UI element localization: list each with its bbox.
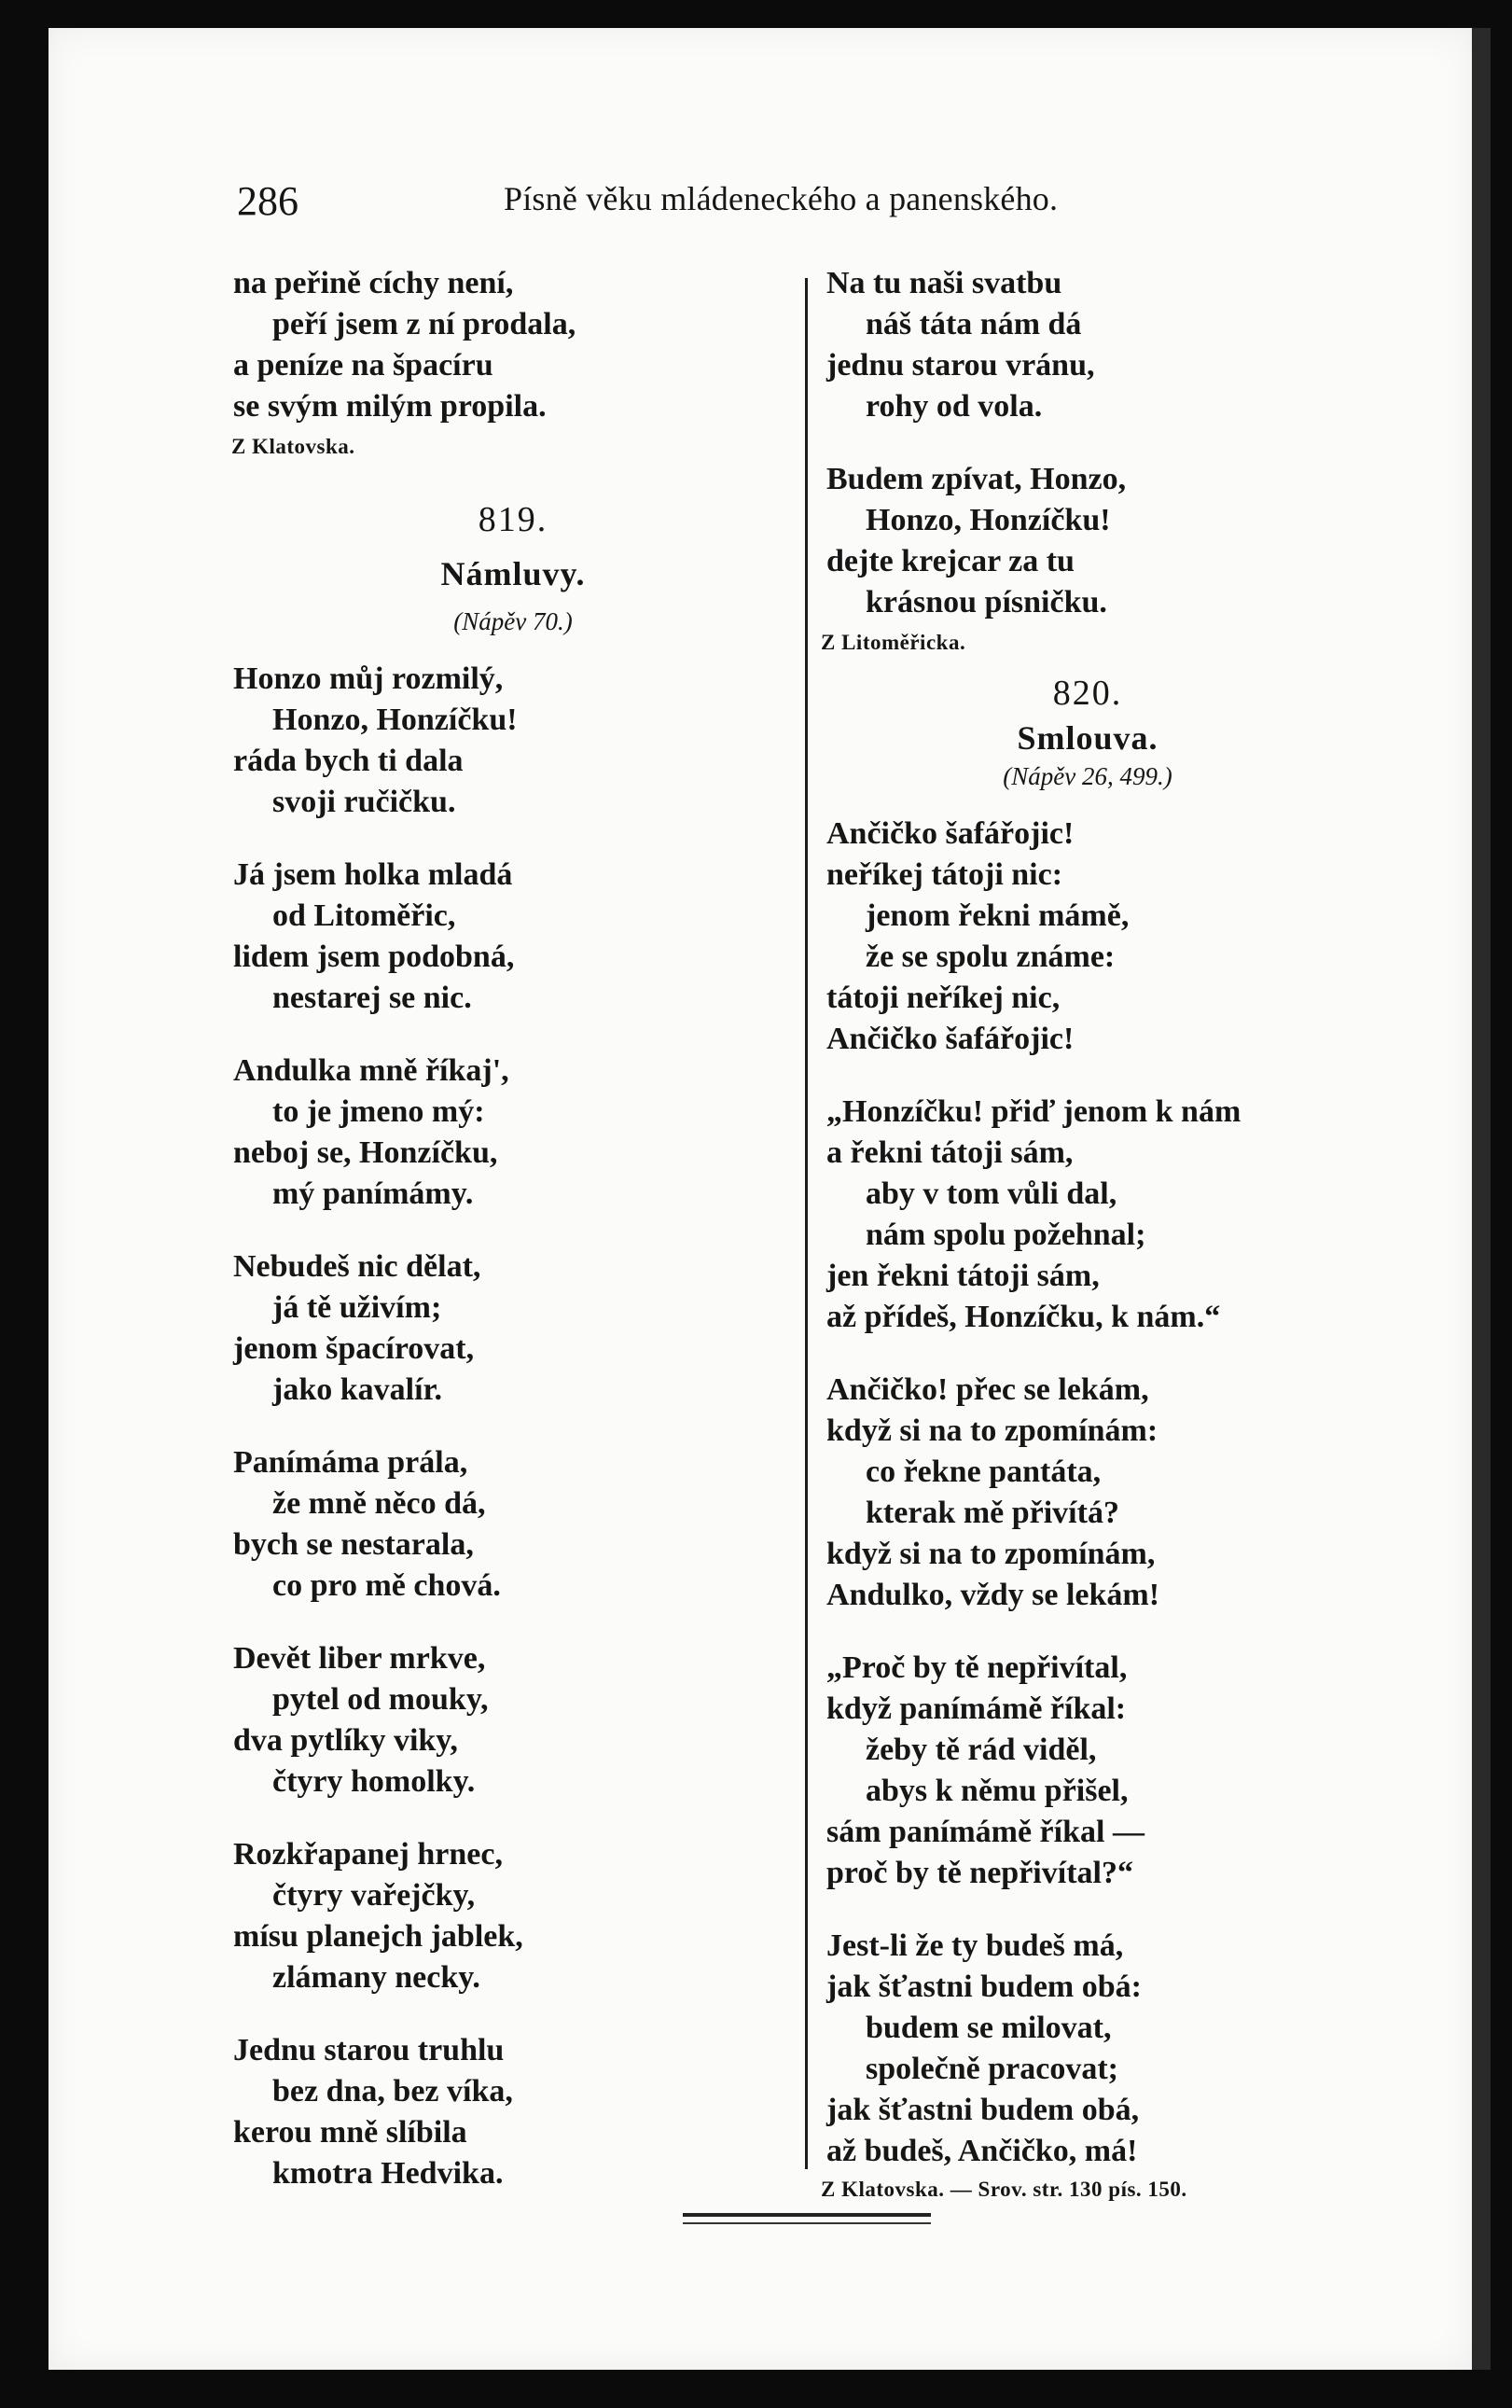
verse-line: jako kavalír. [272,1372,443,1407]
source-note: Z Klatovska. [231,435,355,458]
verse-line: a peníze na špacíru [233,348,493,383]
verse-line: Ančičko šafářojic! [826,816,1075,851]
verse-line: mý panímámy. [272,1176,474,1211]
verse-line: Andulko, vždy se lekám! [826,1578,1160,1612]
verse-line: mísu planejch jablek, [233,1919,523,1954]
verse-line: na peřině cíchy není, [233,266,514,300]
verse-line: čtyry vařejčky, [272,1878,476,1913]
stanza [826,1926,1349,2172]
column-divider [805,278,808,2169]
stanza [233,1638,793,1803]
verse-line: proč by tě nepřivítal?“ [826,1856,1133,1890]
verse-line: náš táta nám dá [866,307,1082,341]
stanza [826,1648,1349,1894]
verse-line: Ančičko šafářojic! [826,1022,1075,1056]
verse-line: bez dna, bez víka, [272,2074,513,2109]
verse-line: jen řekni tátoji sám, [826,1259,1100,1293]
song-number: 819. [478,500,548,539]
stanza [826,814,1349,1060]
page-number: 286 [237,178,298,224]
verse-line: když panímámě říkal: [826,1691,1127,1726]
verse-line: Nebudeš nic dělat, [233,1249,481,1284]
stanza [233,1246,793,1411]
verse-line: Budem zpívat, Honzo, [826,462,1127,496]
verse-line: Rozkřapanej hrnec, [233,1837,503,1872]
verse-line: jenom řekni mámě, [866,898,1130,933]
verse-line: neboj se, Honzíčku, [233,1135,498,1170]
verse-line: Jednu starou truhlu [233,2033,505,2067]
verse-line: Andulka mně říkaj', [233,1053,509,1088]
verse-line: lidem jsem podobná, [233,940,515,974]
verse-line: čtyry homolky. [272,1764,476,1799]
right-column [821,263,1349,2204]
verse-line: to je jmeno mý: [272,1094,485,1129]
verse-line: Devět liber mrkve, [233,1641,486,1676]
verse-line: kterak mě přivítá? [866,1496,1119,1530]
verse-line: jenom špacírovat, [233,1331,475,1366]
stanza [233,855,793,1019]
verse-line: Ančičko! přec se lekám, [826,1372,1149,1407]
verse-line: kerou mně slíbila [233,2115,467,2150]
stanza [826,1092,1349,1338]
verse-line: „Honzíčku! přiď jenom k nám [826,1094,1242,1129]
verse-line: Honzo můj rozmilý, [233,661,504,696]
verse-line: „Proč by tě nepřivítal, [826,1650,1128,1685]
verse-line: co pro mě chová. [272,1568,501,1603]
verse-line: rohy od vola. [866,389,1043,424]
closing-rule-thin [683,2222,931,2224]
verse-line: krásnou písničku. [866,585,1107,619]
verse-line: až budeš, Ančičko, má! [826,2134,1138,2168]
verse-line: aby v tom vůli dal, [866,1176,1117,1211]
verse-line: budem se milovat, [866,2011,1112,2045]
verse-line: že se spolu známe: [866,940,1116,974]
verse-line: jak šťastni budem obá, [826,2093,1140,2127]
verse-line: Já jsem holka mladá [233,857,513,892]
verse-line: Panímáma prála, [233,1445,468,1480]
running-head: Písně věku mládeneckého a panenského. [504,180,1059,217]
verse-line: dejte krejcar za tu [826,544,1075,578]
verse-line: zlámany necky. [272,1960,480,1995]
song-title: Smlouva. [1017,719,1158,757]
verse-line: tátoji neříkej nic, [826,981,1061,1015]
verse-line: já tě uživím; [272,1290,442,1325]
song-tune-reference: (Nápěv 26, 499.) [1003,762,1172,790]
verse-line: Honzo, Honzíčku! [272,703,518,737]
verse-line: až přídeš, Honzíčku, k nám.“ [826,1300,1221,1334]
source-note: Z Klatovska. — Srov. str. 130 pís. 150. [821,2178,1187,2201]
verse-line: jednu starou vránu, [826,348,1095,383]
left-column [233,263,793,2194]
stanza [233,2030,793,2194]
verse-line: kmotra Hedvika. [272,2156,504,2191]
verse-line: dva pytlíky viky, [233,1723,458,1758]
verse-line: když si na to zpomínám, [826,1537,1156,1571]
verse-line: nestarej se nic. [272,981,472,1015]
verse-line: svoji ručičku. [272,785,456,819]
verse-line: abys k němu přišel, [866,1774,1129,1808]
stanza [826,1370,1349,1616]
opening-stanza [233,263,793,427]
verse-line: žeby tě rád viděl, [866,1733,1097,1767]
stanza [826,459,1349,623]
verse-line: a řekni tátoji sám, [826,1135,1074,1170]
verse-line: nám spolu požehnal; [866,1218,1146,1252]
verse-line: peří jsem z ní prodala, [272,307,576,341]
verse-line: pytel od mouky, [272,1682,489,1717]
verse-line: že mně něco dá, [272,1486,486,1521]
verse-line: neříkej tátoji nic: [826,857,1063,892]
song-number: 820. [1052,674,1123,713]
stanza [233,659,793,823]
verse-line: ráda bych ti dala [233,744,464,778]
stanza [233,1834,793,1998]
verse-line: bych se nestarala, [233,1527,474,1562]
verse-line: jak šťastni budem obá: [826,1970,1142,2004]
verse-line: se svým milým propila. [233,389,547,424]
verse-line: když si na to zpomínám: [826,1413,1158,1448]
song-title: Námluvy. [440,555,586,592]
page-edge-shadow [1472,28,1491,2370]
verse-line: Honzo, Honzíčku! [866,503,1111,537]
stanza [826,263,1349,427]
verse-line: co řekne pantáta, [866,1455,1102,1489]
stanza [233,1442,793,1607]
stanza [233,1051,793,1215]
verse-line: od Litoměřic, [272,898,456,933]
source-note: Z Litoměřicka. [821,631,966,654]
verse-line: Na tu naši svatbu [826,266,1062,300]
verse-line: Jest-li že ty budeš má, [826,1928,1124,1963]
verse-line: společně pracovat; [866,2052,1119,2086]
song-tune-reference: (Nápěv 70.) [453,607,573,635]
closing-rule [683,2213,931,2217]
verse-line: sám panímámě říkal — [826,1815,1144,1849]
